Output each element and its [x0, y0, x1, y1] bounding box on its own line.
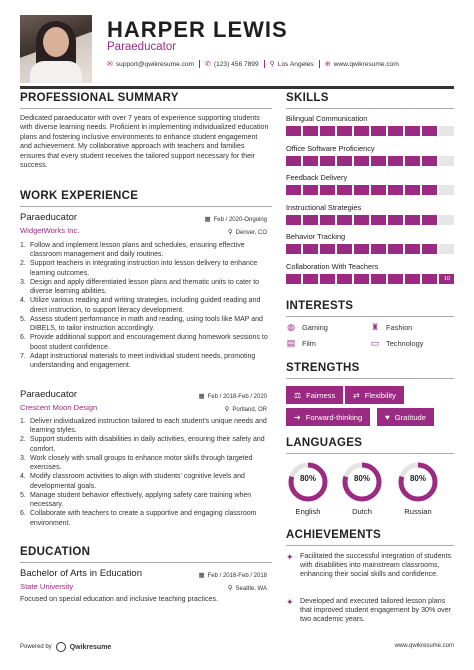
technology-icon: ▭	[370, 338, 380, 348]
language-percent: 80%	[409, 474, 426, 483]
job-dates: Feb / 2018-Feb / 2020	[207, 394, 267, 400]
skill-name: Feedback Delivery	[286, 173, 348, 182]
achievement-item: ✦ Facilitated the successful integration of students with disabilities into mainstream classrooms, enhancing their social skills and confidence.	[286, 552, 452, 579]
list-item: 7. Adapt instructional materials to meet individual student needs, promoting understanding and engagement.	[20, 352, 256, 370]
job-dates: Feb / 2020-Ongoing	[213, 217, 267, 223]
strengths-heading: STRENGTHS	[286, 362, 360, 374]
trophy-icon: ✦	[286, 552, 294, 562]
website-link[interactable]: www.qwikresume.com	[333, 60, 399, 68]
list-item: 6. Collaborate with teachers to create a supportive and engaging classroom environment.	[20, 510, 257, 527]
list-item: 1. Deliver individualized instruction tailored to each student's unique needs and learning styles.	[20, 418, 267, 435]
summary-text: Dedicated paraeducator with over 7 years of experience supporting students with diverse learning needs. Proficient in implementing individualized education plans and fostering inclusive environments to enhance student engagement and achievement. My collaborative approach with teachers and families ensures that every student receives the tailored support necessary for their success.	[20, 114, 269, 170]
languages-rule	[286, 453, 454, 454]
qwikresume-logo-icon	[56, 642, 66, 652]
footer-brand	[20, 642, 111, 652]
header-divider	[20, 86, 454, 89]
list-item: 5. Manage student behavior effectively, applying safety care training when necessary.	[20, 491, 252, 509]
list-item: 2. Support teachers in integrating instruction into lesson delivery to enhance learning outcomes.	[20, 260, 258, 277]
skill-level-bar	[286, 156, 454, 166]
strength-tag: ➜ Forward-thinking	[286, 408, 370, 426]
skills-rule	[286, 108, 454, 109]
interest-item: ▤ Film	[286, 338, 316, 348]
candidate-title: Paraeducator	[107, 41, 177, 53]
globe-icon: ⊕	[324, 61, 331, 68]
gamepad-icon: ◍	[287, 322, 295, 332]
education-dates: Feb / 2016-Feb / 2018	[207, 573, 267, 579]
interest-item: ▭ Technology	[370, 338, 424, 348]
skill-name: Behavior Tracking	[286, 232, 346, 241]
skill-name: Collaboration With Teachers	[286, 261, 379, 271]
degree-title: Bachelor of Arts in Education	[20, 568, 142, 579]
calendar-icon: ▦	[198, 572, 205, 579]
forward-icon: ➜	[294, 412, 301, 422]
job-bullets	[20, 241, 272, 370]
skill-level-bar	[286, 215, 454, 225]
scale-icon: ⚖	[294, 390, 302, 400]
strength-tag: ♥ Gratitude	[377, 408, 434, 426]
phone-number: (123) 456 7899	[213, 60, 259, 68]
list-item: 4. Modify classroom activities to align with students' cognitive levels and developmental goals.	[20, 473, 245, 490]
location-text: Los Angeles	[277, 60, 314, 68]
job-location: Portland, OR	[232, 407, 267, 413]
trophy-icon: ✦	[286, 597, 294, 607]
film-icon: ▤	[286, 338, 296, 348]
skill-level-bar	[286, 274, 454, 284]
email-link[interactable]: support@qwikresume.com	[115, 60, 195, 68]
language-item	[396, 460, 440, 516]
language-percent: 80%	[353, 474, 370, 483]
achievements-rule	[286, 545, 454, 546]
education-heading: EDUCATION	[20, 546, 91, 558]
pin-icon: ⚲	[224, 406, 230, 413]
skill-name: Bilingual Communication	[286, 114, 368, 123]
profile-photo	[20, 15, 92, 83]
heart-icon: ♥	[385, 412, 390, 422]
pin-icon: ⚲	[227, 229, 233, 236]
education-description: Focused on special education and inclusive teaching practices.	[20, 595, 218, 603]
education-location: Seattle, WA	[235, 586, 267, 592]
footer-website[interactable]: www.qwikresume.com	[394, 643, 454, 649]
list-item: 5. Assess student performance in math and reading, using tools like MAP and DIBELS, to tailor instruction accordingly.	[20, 315, 263, 333]
job-location: Denver, CO	[235, 230, 267, 236]
fashion-icon: ♜	[370, 322, 380, 332]
skills-heading: SKILLS	[286, 92, 329, 104]
summary-rule	[20, 108, 272, 109]
achievements-heading: ACHIEVEMENTS	[286, 529, 381, 541]
language-percent: 80%	[299, 474, 316, 483]
list-item: 3. Work closely with small groups to enhance motor skills through targeted exercises.	[20, 454, 253, 472]
interests-rule	[286, 316, 454, 317]
job-title: Paraeducator	[20, 389, 78, 400]
location-icon: ⚲	[269, 61, 275, 68]
pin-icon: ⚲	[227, 585, 233, 592]
candidate-name: HARPER LEWIS	[107, 17, 288, 42]
phone-icon: ✆	[205, 61, 211, 68]
language-item	[286, 460, 330, 516]
experience-heading: WORK EXPERIENCE	[20, 190, 139, 202]
experience-rule	[20, 206, 272, 207]
email-icon: ✉	[107, 61, 113, 68]
skill-level-bar	[286, 126, 454, 136]
calendar-icon: ▦	[198, 393, 205, 400]
calendar-icon: ▦	[204, 216, 211, 223]
contact-bar	[107, 60, 399, 68]
brand-name[interactable]: Qwikresume	[69, 643, 112, 651]
strengths-rule	[286, 378, 454, 379]
job-bullets	[20, 417, 272, 528]
powered-by-label: Powered by	[20, 644, 52, 650]
achievement-item: ✦ Developed and executed tailored lesson plans that improved student engagement by 30% over two academic years.	[286, 597, 452, 624]
strength-tag: ⚖ Fairness	[286, 386, 343, 404]
strength-tag: ⇄ Flexibility	[345, 386, 404, 404]
skill-name: Office Software Proficiency	[286, 143, 375, 153]
list-item: 3. Design and apply differentiated lesson plans and thematic units to cater to diverse learning abilities.	[20, 278, 260, 296]
education-rule	[20, 562, 272, 563]
language-item	[340, 460, 384, 516]
job-company: WidgetWorks Inc.	[20, 226, 80, 235]
language-name: Dutch	[352, 507, 372, 516]
skill-level-label: 10	[443, 275, 451, 282]
language-name: Russian	[404, 507, 432, 516]
job-title: Paraeducator	[20, 212, 78, 223]
school-name: State University	[20, 582, 74, 591]
list-item: 4. Utilize various reading and writing strategies, including guided reading and direct instruction, to support literacy development.	[20, 297, 261, 314]
interest-item: ◍ Gaming	[287, 322, 328, 332]
interests-heading: INTERESTS	[286, 300, 354, 312]
job-company: Crescent Moon Design	[20, 403, 98, 412]
summary-heading: PROFESSIONAL SUMMARY	[20, 92, 179, 104]
interest-item: ♜ Fashion	[370, 322, 413, 332]
list-item: 2. Support students with disabilities in daily activities, ensuring their safety and comfort.	[20, 436, 265, 453]
skill-level-bar	[286, 185, 454, 195]
language-name: English	[295, 507, 321, 516]
skill-name: Instructional Strategies	[286, 202, 362, 212]
list-item: 1. Follow and implement lesson plans and schedules, ensuring effective classroom management and daily routines.	[20, 242, 245, 259]
skill-level-bar	[286, 244, 454, 254]
languages-heading: LANGUAGES	[286, 437, 363, 449]
arrows-icon: ⇄	[353, 390, 360, 400]
list-item: 6. Provide additional support and encouragement during homework sessions to boost student confidence.	[20, 334, 268, 351]
